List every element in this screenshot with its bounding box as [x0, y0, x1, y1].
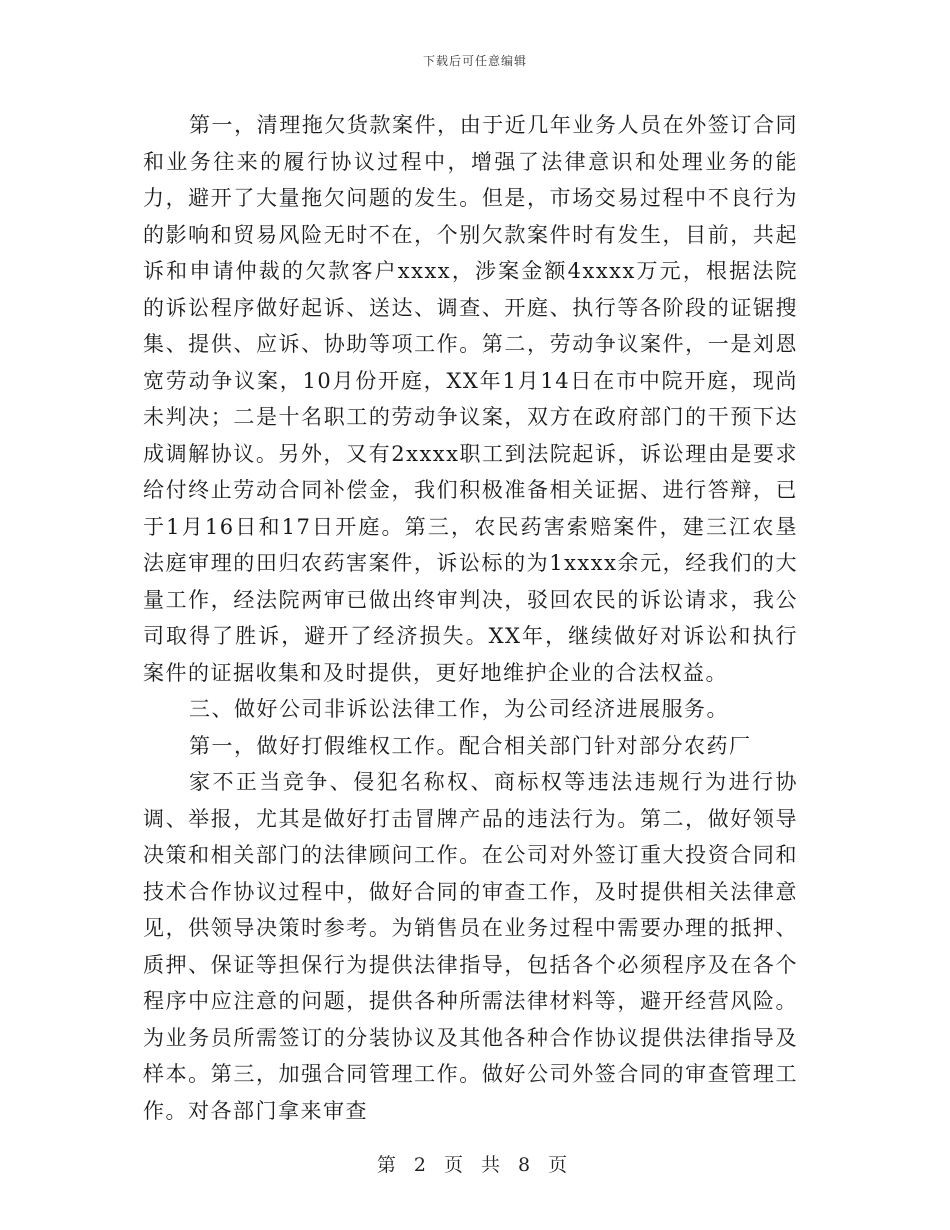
paragraph-litigation-cases: 第一，清理拖欠货款案件，由于近几年业务人员在外签订合同和业务往来的履行协议过程中，增强了法律意识和处理业务的能力，避开了大量拖欠问题的发生。但是，市场交易过程中不良行为的影响和贸易风险无时不在，个别欠款案件时有发生，目前，共起诉和申请仲裁的欠款客户xxxx，涉案金额4xxxx万元，根据法院的诉讼程序做好起诉、送达、调查、开庭、执行等各阶段的证锯搜集、提供、应诉、协助等项工作。第二，劳动争议案件，一是刘恩宽劳动争议案，10月份开庭，XX年1月14日在市中院开庭，现尚未判决；二是十名职工的劳动争议案，双方在政府部门的干预下达成调解协议。另外，又有2xxxx职工到法院起诉，诉讼理由是要求给付终止劳动合同补偿金，我们积极准备相关证据、进行答辩，已于1月16日和17日开庭。第三，农民药害索赔案件，建三江农垦法庭审理的田归农药害案件，诉讼标的为1xxxx余元，经我们的大量工作，经法院两审已做出终审判决，驳回农民的诉讼请求，我公司取得了胜诉，避开了经济损失。XX年，继续做好对诉讼和执行案件的证据收集和及时提供，更好地维护企业的合法权益。	[143, 113, 798, 685]
page-header: 下载后可任意编辑	[422, 54, 527, 68]
paragraph-anti-counterfeit-intro: 第一，做好打假维权工作。配合相关部门针对部分农药厂	[189, 733, 752, 758]
paragraph-non-litigation-work: 家不正当竞争、侵犯名称权、商标权等违法违规行为进行协调、举报，尤其是做好打击冒牌产品的违法行为。第二，做好领导决策和相关部门的法律顾问工作。在公司对外签订重大投资合同和技术合作协议过程中，做好合同的审查工作，及时提供相关法律意见，供领导决策时参考。为销售员在业务过程中需要办理的抵押、质押、保证等担保行为提供法律指导，包括各个必须程序及在各个程序中应注意的问题，提供各种所需法律材料等，避开经营风险。为业务员所需签订的分装协议及其他各种合作协议提供法律指导及样本。第三，加强合同管理工作。做好公司外签合同的审查管理工作。对各部门拿来审查	[143, 770, 798, 1123]
document-body	[143, 107, 798, 1129]
section-heading-non-litigation: 三、做好公司非诉讼法律工作，为公司经济进展服务。	[189, 697, 729, 721]
page-number: 第 2 页 共 8 页	[376, 1154, 574, 1176]
